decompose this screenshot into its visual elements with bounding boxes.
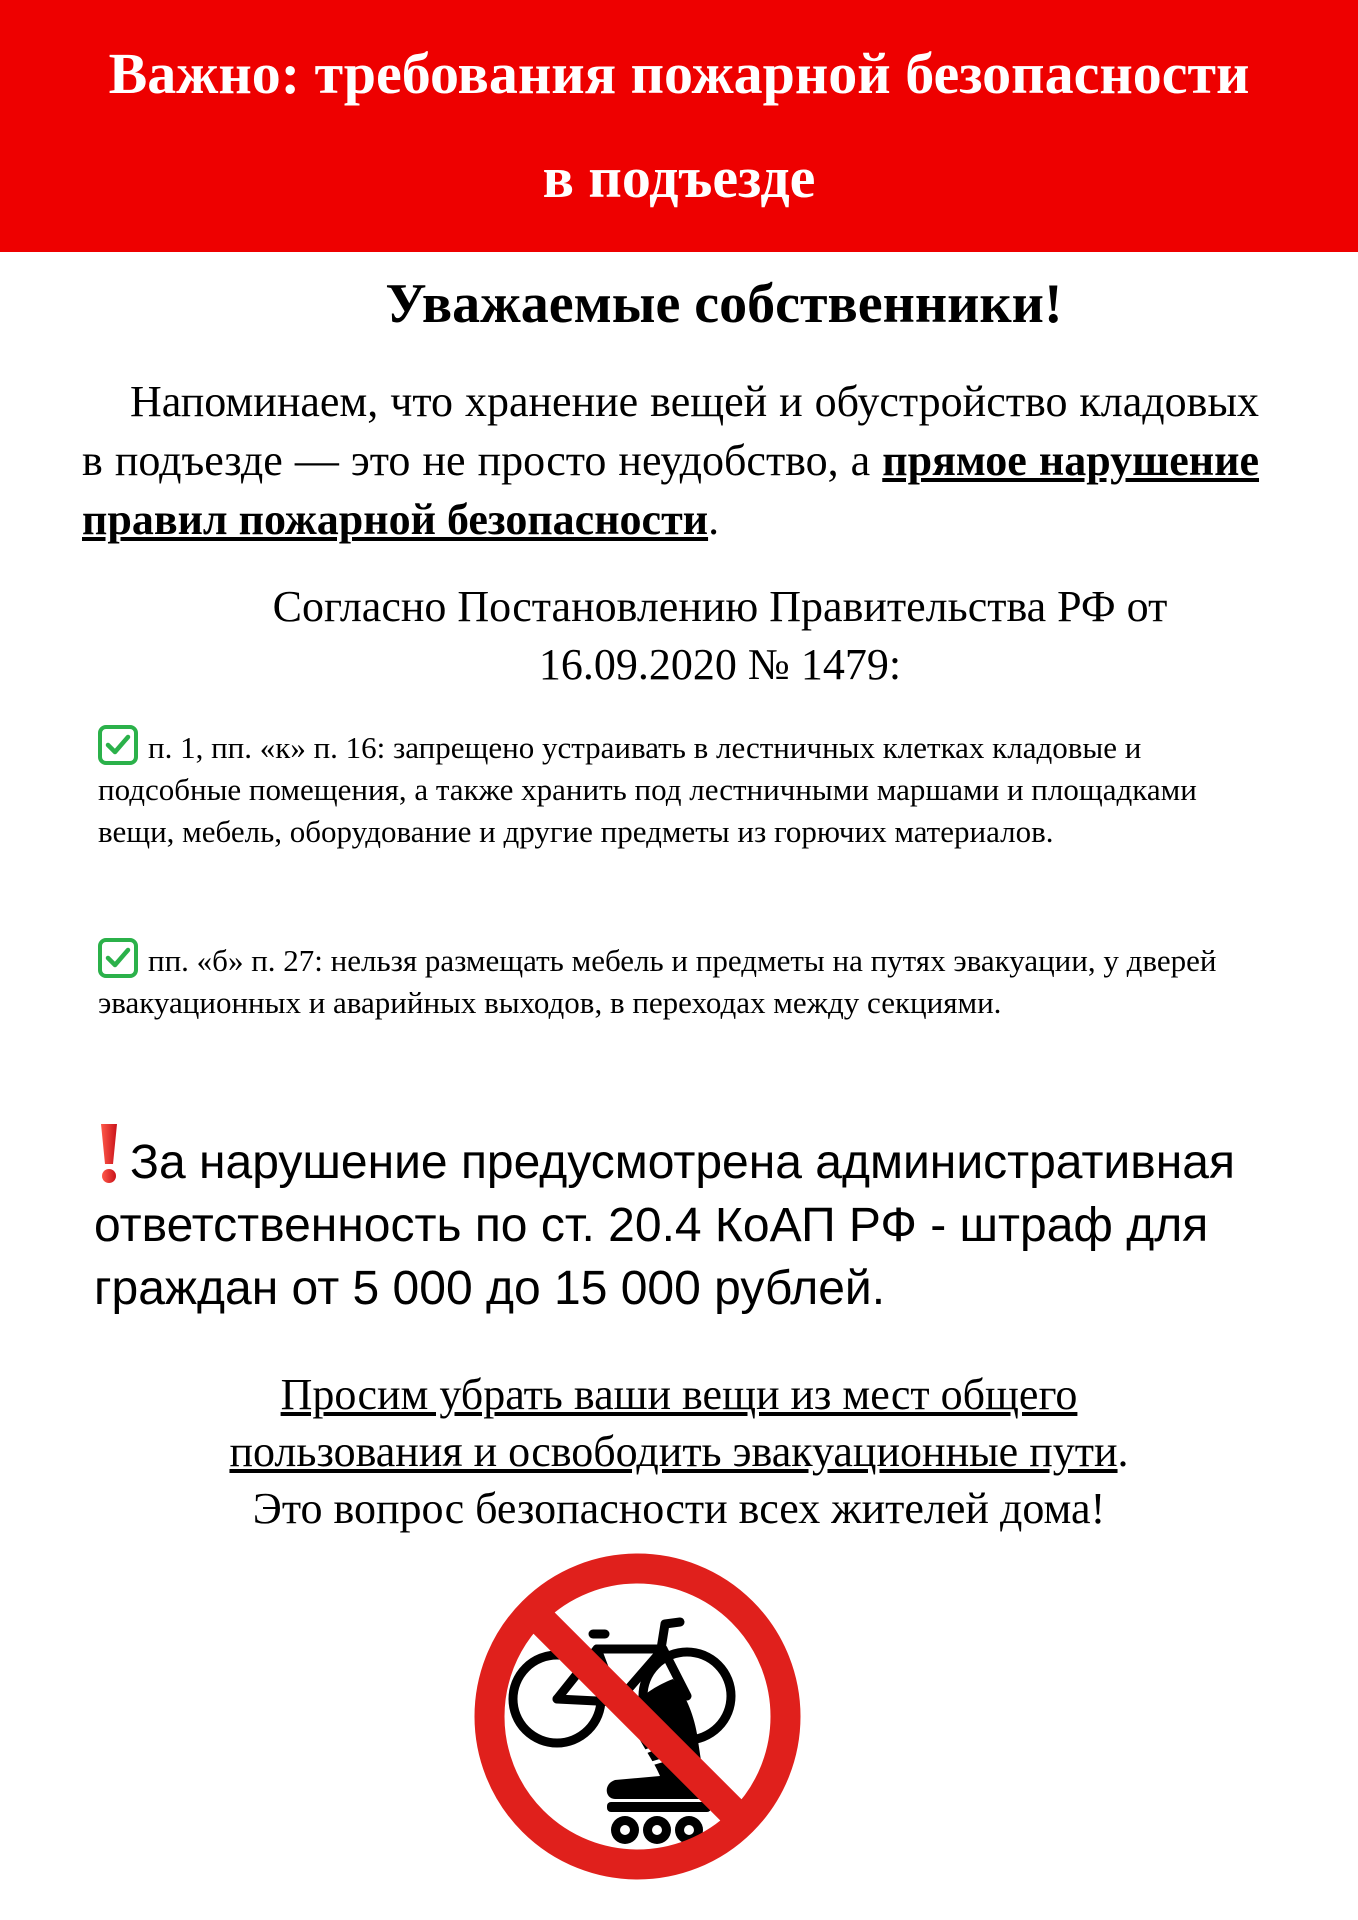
request-line-2: пользования и освободить эвакуационные пути — [229, 1427, 1118, 1476]
intro-text: Напоминаем, что хранение вещей и обустройство кладовых в подъезде — это не просто неудобство, а — [82, 377, 1259, 485]
rule-text: пп. «б» п. 27: нельзя размещать мебель и предметы на путях эвакуации, у дверей эвакуационных и аварийных выходов, в переходах между секциями. — [98, 943, 1217, 1020]
banner-title-line-1: Важно: требования пожарной безопасности — [108, 41, 1250, 106]
check-icon — [98, 938, 138, 978]
banner-title-line-2: в подъезде — [542, 145, 816, 210]
request-line-3: Это вопрос безопасности всех жителей дома! — [252, 1484, 1106, 1533]
decree-reference — [160, 578, 1280, 694]
decree-line-2: 16.09.2020 № 1479: — [538, 640, 902, 689]
request-paragraph — [0, 1366, 1358, 1537]
warning-text: За нарушение предусмотрена административная ответственность по ст. 20.4 КоАП РФ - штраф для граждан от 5 000 до 15 000 рублей. — [94, 1136, 1235, 1315]
intro-end: . — [708, 495, 720, 544]
rule-item — [98, 938, 1278, 1024]
no-bicycle-rollerskate-icon — [465, 1544, 810, 1889]
intro-emphasis: прямое нарушение правил пожарной безопасности — [82, 436, 1260, 544]
intro-paragraph — [82, 372, 1259, 549]
rule-text: п. 1, пп. «к» п. 16: запрещено устраивать в лестничных клетках кладовые и подсобные помещения, а также хранить под лестничными маршами и площадками вещи, мебель, оборудование и другие предметы из горючих материалов. — [98, 730, 1197, 849]
rule-item — [98, 725, 1278, 853]
header-banner — [0, 0, 1358, 252]
request-line-1: Просим убрать ваши вещи из мест общего — [280, 1370, 1078, 1419]
exclamation-icon — [94, 1122, 124, 1186]
check-icon — [98, 725, 138, 765]
fine-warning — [94, 1122, 1294, 1320]
greeting-heading: Уважаемые собственники! — [385, 273, 1063, 335]
request-line-2-end: . — [1117, 1427, 1129, 1476]
decree-line-1: Согласно Постановлению Правительства РФ от — [272, 582, 1168, 631]
